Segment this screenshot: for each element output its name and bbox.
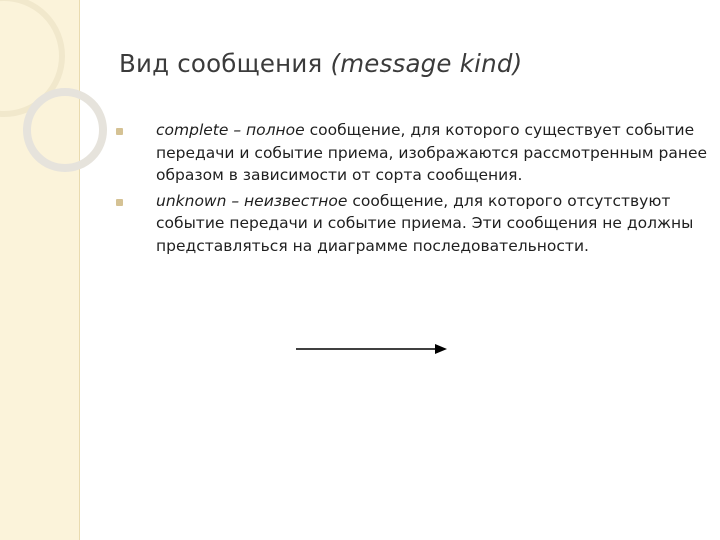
bullet-icon (116, 128, 123, 135)
ring-small (27, 92, 103, 168)
bullet-description: сообщение, для которого отсутствуют событие передачи и событие приема. Эти сообщения не должны представляться на диаграмме последовательности. (156, 191, 694, 255)
slide-title-main: Вид сообщения (119, 49, 331, 78)
message-arrow-icon (296, 341, 452, 357)
slide-title-italic: (message kind) (330, 49, 523, 78)
bullet-item-unknown (116, 190, 716, 258)
bullet-term: complete – полное (156, 121, 305, 139)
bullet-text (156, 119, 716, 187)
bullet-item-complete (116, 119, 716, 187)
arrow-head (435, 344, 447, 354)
bullet-list (116, 119, 716, 260)
decorative-rings (0, 0, 130, 200)
bullet-icon (116, 199, 123, 206)
slide-title (119, 49, 522, 78)
bullet-text (156, 190, 716, 258)
bullet-description: сообщение, для которого существует событие передачи и событие приема, изображаются рассмотренным ранее образом в зависимости от сорта сообщения. (156, 121, 708, 184)
bullet-term: unknown – неизвестное (156, 191, 348, 210)
